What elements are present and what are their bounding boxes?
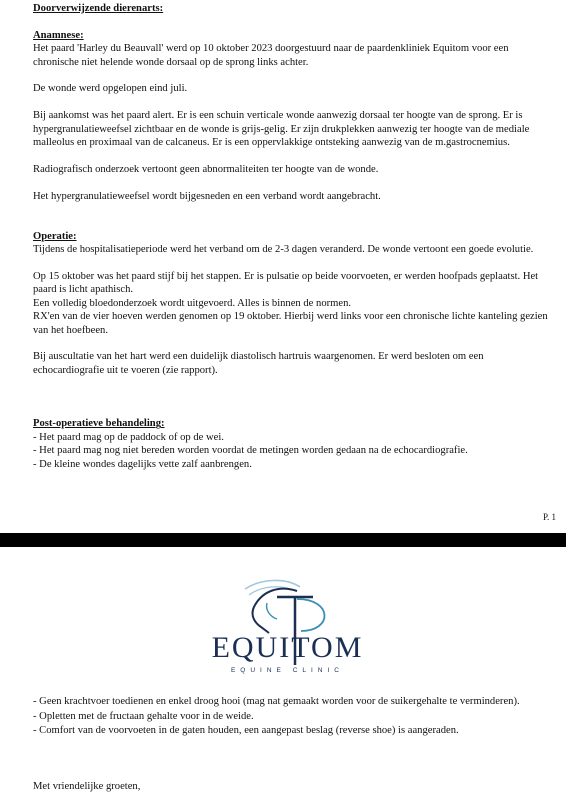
postop-item: - Opletten met de fructaan gehalte voor in de weide. [33, 710, 254, 722]
closing-greeting: Met vriendelijke groeten, [33, 781, 141, 792]
page-number: P. 1 [542, 512, 556, 522]
page-separator [0, 533, 566, 547]
operatie-paragraph-2: Op 15 oktober was het paard stijf bij het stappen. Er is pulsatie op beide voorvoeten, er werden hoofpads geplaatst. Het paard is licht apathisch. [33, 271, 539, 296]
logo-subtitle: EQUINE CLINIC [230, 667, 345, 674]
anamnese-paragraph-1: Het paard 'Harley du Beauvall' werd op 10 oktober 2023 doorgestuurd naar de paardenkliniek Equitom voor een chronische niet helende wonde dorsaal op de sprong links achter. [33, 43, 509, 68]
postop-item: - Comfort van de voorvoeten in de gaten houden, een aangepast beslag (reverse shoe) is aangeraden. [33, 725, 459, 736]
postop-item: - De kleine wondes dagelijks vette zalf aanbrengen. [33, 458, 252, 470]
operatie-paragraph-4: RX'en van de vier hoeven werden genomen op 19 oktober. Hierbij werd links voor een chronische lichte kanteling gezien van het hoefbeen. [33, 311, 548, 336]
postop-item: - Het paard mag nog niet bereden worden voordat de metingen worden gedaan na de echocardiografie. [33, 445, 468, 457]
operatie-paragraph-1: Tijdens de hospitalisatieperiode werd het verband om de 2-3 dagen veranderd. De wonde vertoont een goede evolutie. [33, 244, 534, 256]
operatie-paragraph-3: Een volledig bloedonderzoek wordt uitgevoerd. Alles is binnen de normen. [33, 297, 352, 309]
anamnese-paragraph-3: Bij aankomst was het paard alert. Er is een schuin verticale wonde aanwezig dorsaal ter hoogte van de sprong. Er is hypergranulatieweefsel zichtbaar en de wonde is grijs-gelig. Er zijn drukplekken aanwezig ter hoogte van de mediale malleolus en proximaal van de calcaneus. Er is een oppervlakkige ontsteking aanwezig van de m.gastrocnemius. [33, 110, 530, 149]
anamnese-heading: Anamnese: [33, 29, 84, 41]
page-2-body [33, 695, 553, 739]
equitom-logo [205, 577, 370, 677]
operatie-paragraph-5: Bij auscultatie van het hart werd een duidelijk diastolisch hartruis waargenomen. Er werd besloten om een echocardiografie uit te voeren (zie rapport). [33, 351, 484, 376]
postop-item: - Geen krachtvoer toedienen en enkel droog hooi (mag nat gemaakt worden voor de suikergehalte te verminderen). [33, 696, 520, 707]
postop-item: - Het paard mag op de paddock of op de wei. [33, 431, 224, 443]
anamnese-paragraph-4: Radiografisch onderzoek vertoont geen abnormaliteiten ter hoogte van de wonde. [33, 163, 379, 175]
operatie-heading: Operatie: [33, 230, 77, 242]
logo-wordmark: EQUITOM [211, 631, 364, 664]
referring-vet-heading: Doorverwijzende dierenarts: [33, 3, 164, 14]
page-1-body [33, 2, 553, 471]
anamnese-paragraph-2: De wonde werd opgelopen eind juli. [33, 83, 188, 95]
report-page-2 [0, 547, 566, 800]
anamnese-paragraph-5: Het hypergranulatieweefsel wordt bijgesneden en een verband wordt aangebracht. [33, 190, 381, 202]
postop-heading: Post-operatieve behandeling: [33, 418, 165, 430]
